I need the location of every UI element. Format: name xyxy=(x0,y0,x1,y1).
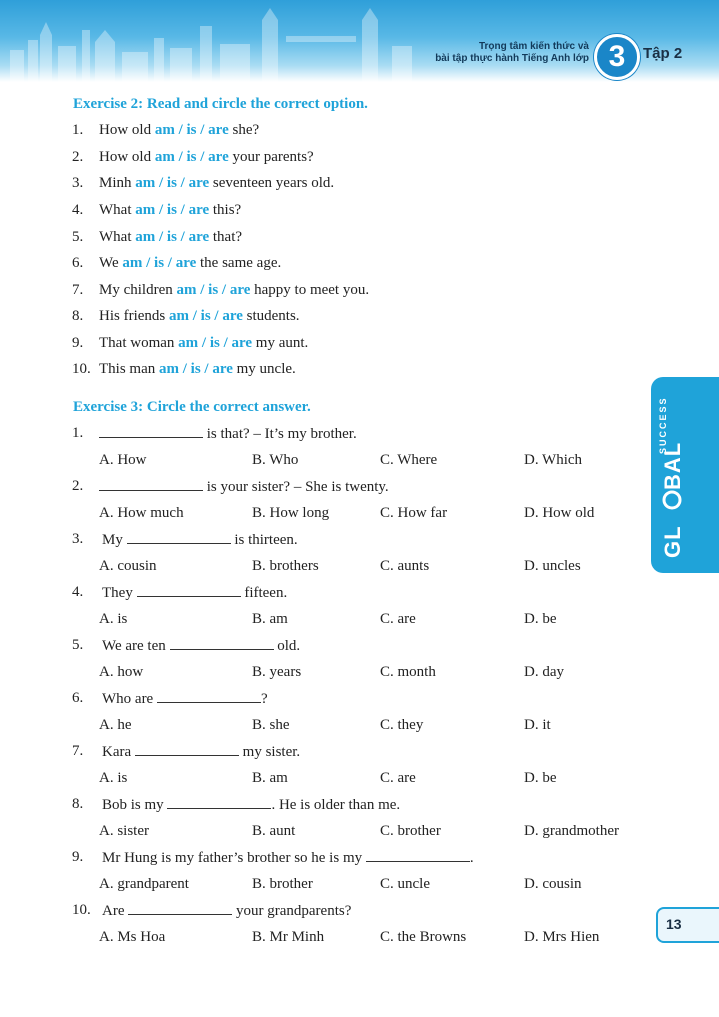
item-number: 9. xyxy=(72,335,84,351)
answer-choice[interactable]: A. sister xyxy=(99,823,149,839)
question-number: 3. xyxy=(72,531,84,547)
exercise3-question xyxy=(0,796,719,816)
exercise3-question xyxy=(0,849,719,869)
sentence-start: What xyxy=(99,229,132,245)
sentence-start: We xyxy=(99,255,119,271)
volume-label: Tập 2 xyxy=(643,45,683,62)
sentence-end: my uncle. xyxy=(236,361,296,377)
answer-choice[interactable]: D. be xyxy=(524,611,557,627)
svg-text:BAL: BAL xyxy=(660,441,685,490)
exercise2-item xyxy=(0,229,719,249)
exercise2-title: Exercise 2: Read and circle the correct option. xyxy=(73,96,368,112)
answer-choice[interactable]: C. they xyxy=(380,717,424,733)
sentence-end: your parents? xyxy=(232,149,314,165)
exercise2-item xyxy=(0,202,719,222)
answer-blank xyxy=(167,796,271,809)
sentence-end: students. xyxy=(246,308,300,324)
item-sentence xyxy=(99,122,259,139)
question-text xyxy=(102,637,300,655)
sentence-start: That woman xyxy=(99,335,175,351)
sentence-end: she? xyxy=(232,122,260,138)
answer-choices-row xyxy=(0,505,719,525)
question-end: my sister. xyxy=(242,744,301,760)
question-text xyxy=(102,849,474,867)
answer-choice[interactable]: D. uncles xyxy=(524,558,581,574)
exercise2-item xyxy=(0,308,719,328)
question-end: ? xyxy=(260,691,268,707)
sentence-end: this? xyxy=(212,202,242,218)
answer-blank xyxy=(366,849,470,862)
question-number: 10. xyxy=(72,902,91,918)
item-sentence xyxy=(99,229,242,246)
page-number: 13 xyxy=(666,916,682,932)
answer-choices-row xyxy=(0,558,719,578)
exercise3-title: Exercise 3: Circle the correct answer. xyxy=(73,399,311,415)
item-sentence xyxy=(99,149,314,166)
item-number: 7. xyxy=(72,282,84,298)
item-number: 8. xyxy=(72,308,84,324)
exercise3-question xyxy=(0,425,719,445)
answer-choices-row xyxy=(0,770,719,790)
question-text xyxy=(102,902,351,920)
svg-text:GL: GL xyxy=(660,525,685,558)
option-choices[interactable]: am / is / are xyxy=(135,175,210,191)
answer-choice[interactable]: D. it xyxy=(524,717,551,733)
item-sentence xyxy=(99,175,334,192)
exercise2-item xyxy=(0,361,719,381)
exercise3-question xyxy=(0,478,719,498)
question-end: . He is older than me. xyxy=(271,797,401,813)
item-sentence xyxy=(99,282,369,299)
exercise2-item xyxy=(0,335,719,355)
answer-choice[interactable]: B. am xyxy=(252,611,288,627)
item-sentence xyxy=(99,308,300,325)
option-choices[interactable]: am / is / are xyxy=(159,361,233,377)
answer-choice[interactable]: C. aunts xyxy=(380,558,430,574)
answer-blank xyxy=(128,902,232,915)
sentence-end: my aunt. xyxy=(255,335,309,351)
option-choices[interactable]: am / is / are xyxy=(135,229,210,245)
exercise2-item xyxy=(0,122,719,142)
answer-choice[interactable]: D. day xyxy=(524,664,564,680)
answer-blank xyxy=(99,425,203,438)
answer-choice[interactable]: D. How old xyxy=(524,505,595,521)
question-number: 5. xyxy=(72,637,84,653)
answer-choice[interactable]: C. are xyxy=(380,611,416,627)
question-start: My xyxy=(102,532,123,548)
sentence-start: What xyxy=(99,202,132,218)
page-header xyxy=(0,0,719,82)
answer-choice[interactable]: B. Who xyxy=(252,452,299,468)
exercise3-question xyxy=(0,690,719,710)
answer-choice[interactable]: C. month xyxy=(380,664,436,680)
answer-choice[interactable]: A. cousin xyxy=(99,558,157,574)
answer-choice[interactable]: A. Ms Hoa xyxy=(99,929,166,945)
question-number: 8. xyxy=(72,796,84,812)
answer-choices-row xyxy=(0,717,719,737)
question-text xyxy=(102,743,300,761)
sentence-start: His friends xyxy=(99,308,166,324)
answer-choice[interactable]: A. How much xyxy=(99,505,184,521)
exercise2-item xyxy=(0,282,719,302)
item-sentence xyxy=(99,335,308,352)
exercise3-question xyxy=(0,637,719,657)
question-text xyxy=(99,425,357,443)
question-end: is thirteen. xyxy=(234,532,298,548)
question-start: Bob is my xyxy=(102,797,164,813)
question-text xyxy=(102,796,400,814)
answer-choice[interactable]: C. uncle xyxy=(380,876,430,892)
sentence-end: that? xyxy=(212,229,243,245)
question-text xyxy=(102,531,298,549)
question-start: Kara xyxy=(102,744,132,760)
answer-choice[interactable]: B. brothers xyxy=(252,558,319,574)
question-start: We are ten xyxy=(102,638,166,654)
answer-choice[interactable]: B. years xyxy=(252,664,302,680)
option-choices[interactable]: am / is / are xyxy=(169,308,243,324)
answer-choice[interactable]: B. brother xyxy=(252,876,313,892)
question-start: Are xyxy=(102,903,125,919)
sentence-start: Minh xyxy=(99,175,132,191)
question-text xyxy=(102,584,287,602)
item-number: 5. xyxy=(72,229,84,245)
answer-choice[interactable]: A. grandparent xyxy=(99,876,189,892)
exercise2-item xyxy=(0,255,719,275)
answer-blank xyxy=(99,478,203,491)
item-number: 1. xyxy=(72,122,84,138)
answer-choice[interactable]: C. brother xyxy=(380,823,441,839)
question-end: your grandparents? xyxy=(236,903,352,919)
answer-blank xyxy=(137,584,241,597)
option-choices[interactable]: am / is / are xyxy=(154,149,229,165)
answer-choice[interactable]: B. Mr Minh xyxy=(252,929,325,945)
answer-choices-row xyxy=(0,876,719,896)
answer-choice[interactable]: A. is xyxy=(99,770,128,786)
question-number: 2. xyxy=(72,478,84,494)
series-title-line2: bài tập thực hành Tiếng Anh lớp xyxy=(435,53,589,64)
answer-choice[interactable]: C. the Browns xyxy=(380,929,467,945)
question-start: Who are xyxy=(102,691,154,707)
exercise3-question xyxy=(0,584,719,604)
question-number: 9. xyxy=(72,849,84,865)
global-success-logo xyxy=(658,390,686,560)
exercise3-question xyxy=(0,531,719,551)
question-text xyxy=(102,690,268,708)
question-number: 6. xyxy=(72,690,84,706)
svg-text:SUCCESS: SUCCESS xyxy=(658,396,668,454)
answer-choice[interactable]: D. cousin xyxy=(524,876,582,892)
answer-choice[interactable]: C. Where xyxy=(380,452,438,468)
item-number: 4. xyxy=(72,202,84,218)
option-choices[interactable]: am / is / are xyxy=(135,202,210,218)
item-sentence xyxy=(99,255,281,272)
answer-choices-row xyxy=(0,452,719,472)
exercise3-question xyxy=(0,743,719,763)
answer-blank xyxy=(170,637,274,650)
sentence-end: seventeen years old. xyxy=(212,175,335,191)
answer-choice[interactable]: A. how xyxy=(99,664,144,680)
answer-choice[interactable]: A. is xyxy=(99,611,128,627)
exercise3-question xyxy=(0,902,719,922)
answer-choice[interactable]: D. grandmother xyxy=(524,823,619,839)
item-sentence xyxy=(99,361,296,378)
sentence-end: the same age. xyxy=(200,255,282,271)
sentence-end: happy to meet you. xyxy=(254,282,370,298)
answer-choice[interactable]: B. am xyxy=(252,770,288,786)
question-number: 1. xyxy=(72,425,84,441)
item-number: 2. xyxy=(72,149,84,165)
item-number: 10. xyxy=(72,361,91,377)
answer-choice[interactable]: B. How long xyxy=(252,505,330,521)
question-number: 4. xyxy=(72,584,84,600)
answer-choices-row xyxy=(0,929,719,949)
item-number: 3. xyxy=(72,175,84,191)
option-choices[interactable]: am / is / are xyxy=(176,282,251,298)
answer-blank xyxy=(135,743,239,756)
answer-choices-row xyxy=(0,823,719,843)
question-end: is your sister? – She is twenty. xyxy=(206,479,389,495)
option-choices[interactable]: am / is / are xyxy=(178,335,253,351)
answer-choices-row xyxy=(0,664,719,684)
exercise2-item xyxy=(0,149,719,169)
sentence-start: How old xyxy=(99,149,152,165)
question-start: They xyxy=(102,585,133,601)
question-number: 7. xyxy=(72,743,84,759)
answer-choice[interactable]: B. aunt xyxy=(252,823,296,839)
item-number: 6. xyxy=(72,255,84,271)
answer-choice[interactable]: D. Mrs Hien xyxy=(524,929,600,945)
question-end: old. xyxy=(277,638,301,654)
answer-choice[interactable]: D. be xyxy=(524,770,557,786)
answer-choice[interactable]: D. Which xyxy=(524,452,583,468)
question-start: Mr Hung is my father’s brother so he is my xyxy=(102,850,363,866)
answer-blank xyxy=(127,531,231,544)
question-end: is that? – It’s my brother. xyxy=(206,426,357,442)
answer-choice[interactable]: A. he xyxy=(99,717,132,733)
exercise2-item xyxy=(0,175,719,195)
sentence-start: This man xyxy=(99,361,156,377)
option-choices[interactable]: am / is / are xyxy=(154,122,229,138)
series-title-line1: Trọng tâm kiến thức và xyxy=(478,41,589,52)
question-text xyxy=(99,478,389,496)
question-end: fifteen. xyxy=(244,585,288,601)
sentence-start: How old xyxy=(99,122,152,138)
sentence-start: My children xyxy=(99,282,173,298)
answer-choices-row xyxy=(0,611,719,631)
question-end: . xyxy=(469,850,474,866)
item-sentence xyxy=(99,202,241,219)
answer-choice[interactable]: B. she xyxy=(252,717,290,733)
option-choices[interactable]: am / is / are xyxy=(122,255,197,271)
answer-choice[interactable]: C. are xyxy=(380,770,416,786)
answer-choice[interactable]: C. How far xyxy=(380,505,448,521)
answer-choice[interactable]: A. How xyxy=(99,452,147,468)
answer-blank xyxy=(157,690,261,703)
grade-badge: 3 xyxy=(594,34,640,80)
